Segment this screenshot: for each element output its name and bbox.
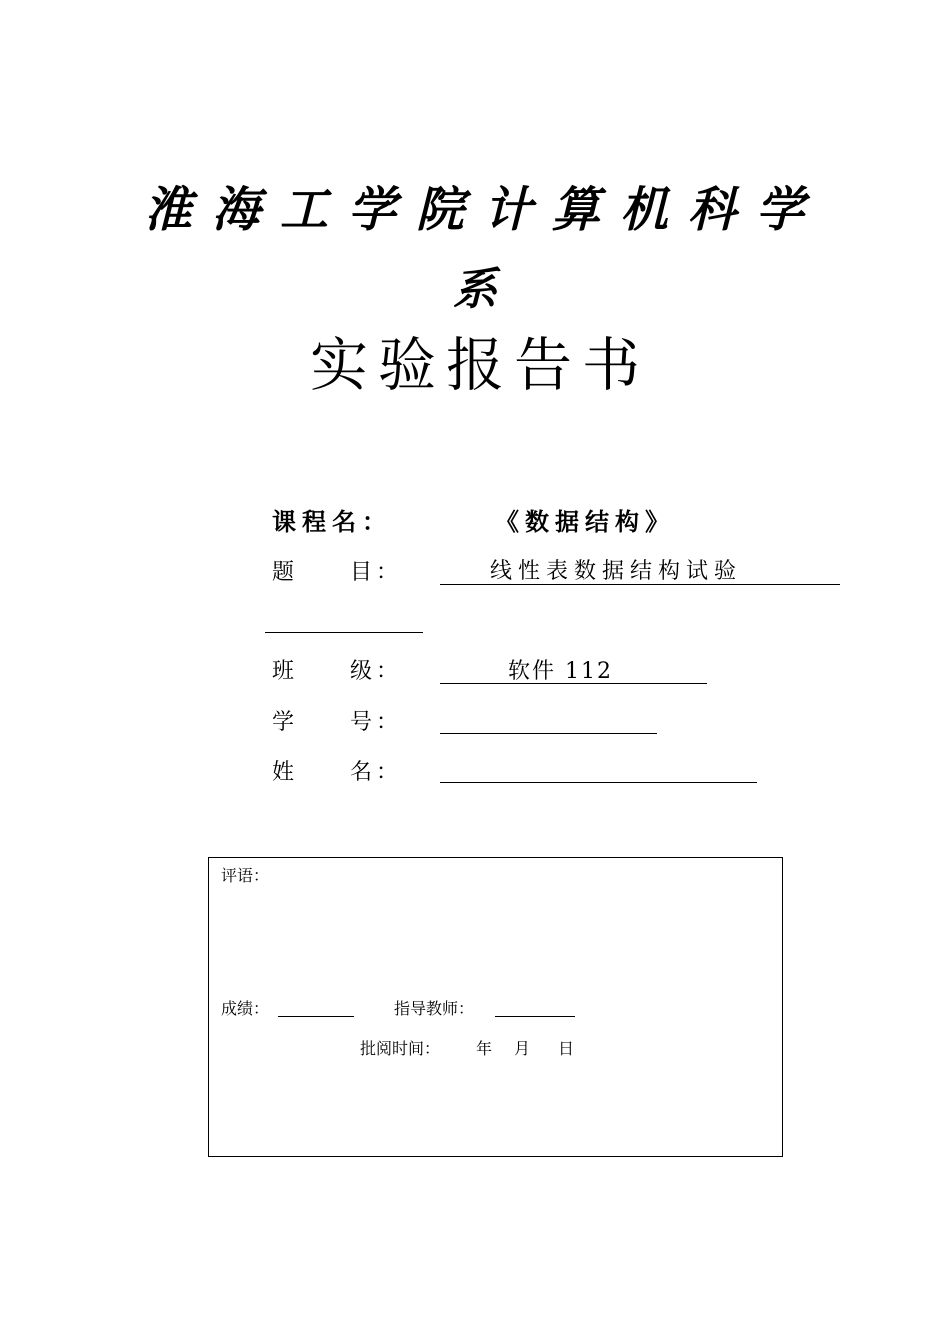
grade-label: 成绩： [221,999,270,1018]
class-underline [440,683,707,684]
topic-value: 线性表数据结构试验 [490,559,743,584]
topic-underline-continued [265,632,423,633]
name-label: 姓 名： [272,760,403,785]
comment-label: 评语： [221,866,270,885]
review-year: 年 [476,1039,493,1058]
topic-label: 题 目： [272,560,403,585]
course-label: 课程名： [272,508,392,536]
comment-box [208,857,783,1157]
review-day: 日 [558,1039,575,1058]
course-value: 《数据结构》 [495,508,675,536]
name-underline [440,782,757,783]
school-title: 淮海工学院计算机科学 [143,182,824,238]
review-time-label: 批阅时间： [360,1039,441,1058]
report-title: 实验报告书 [309,331,650,399]
topic-underline [440,584,840,585]
grade-underline [278,1016,354,1017]
department-title: 系 [453,264,497,315]
review-month: 月 [514,1039,531,1058]
student-id-label: 学 号： [272,710,403,735]
student-id-underline [440,733,657,734]
teacher-underline [495,1016,575,1017]
class-value: 软件 112 [508,659,613,684]
teacher-label: 指导教师： [394,999,475,1018]
class-label: 班 级： [272,659,403,684]
